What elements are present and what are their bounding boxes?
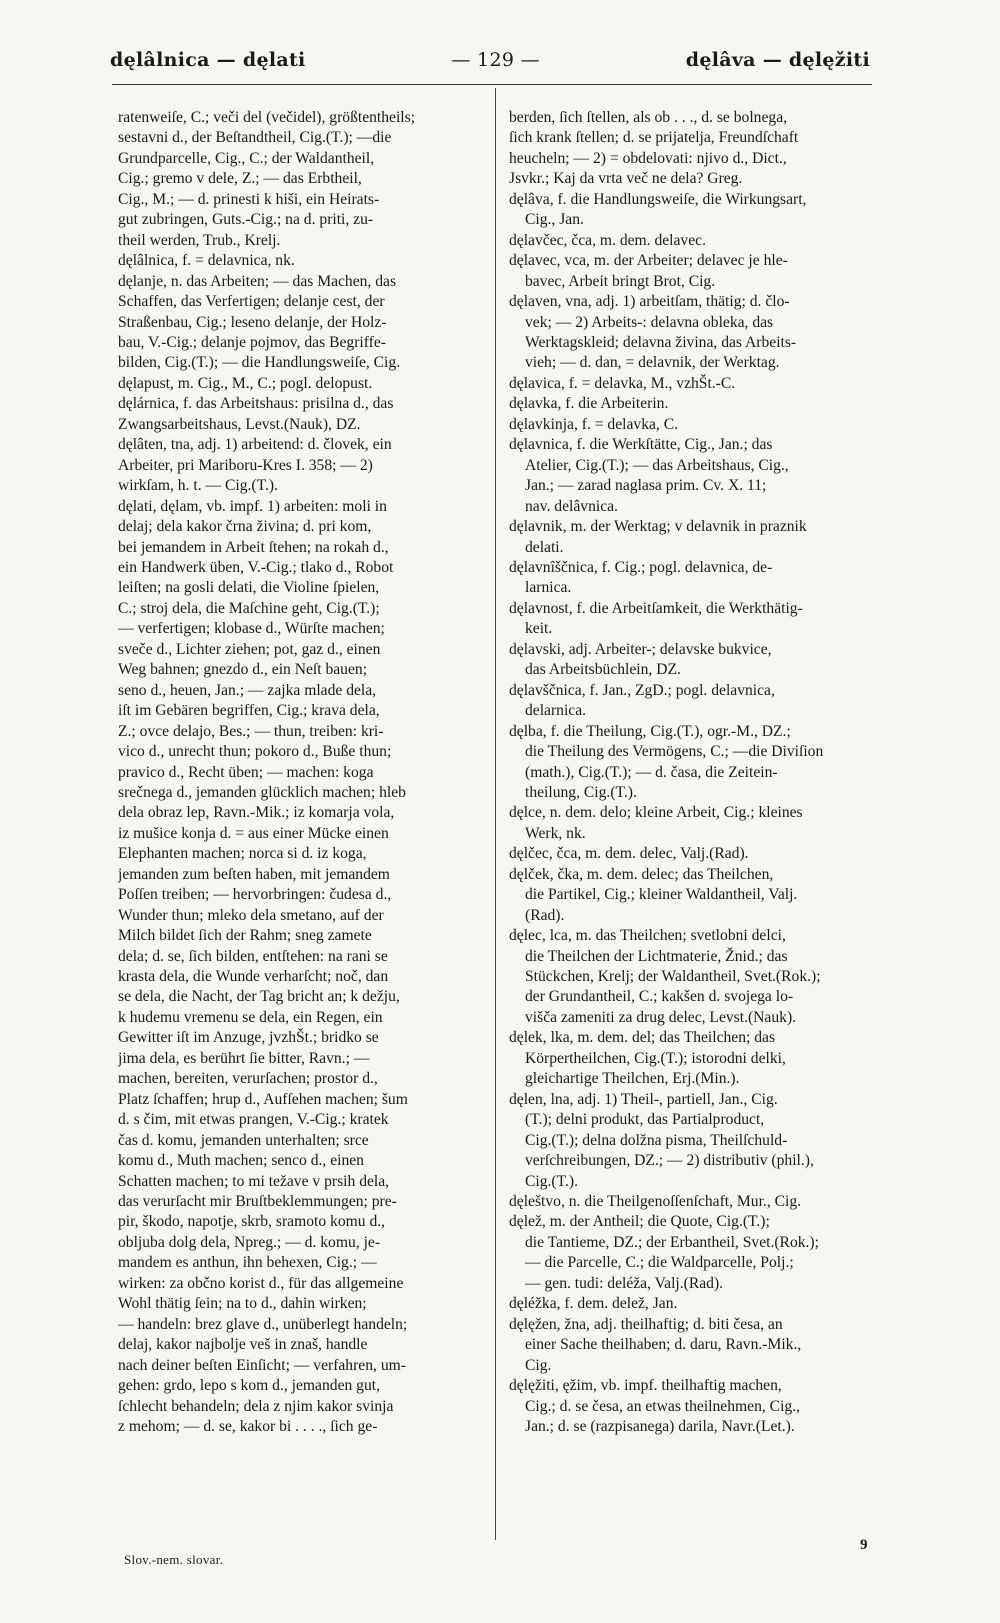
dictionary-line: Werk, nk. (525, 824, 586, 842)
dictionary-line: dęlen, lna, adj. 1) Theil-, partiell, Jan., Cig. (509, 1090, 778, 1108)
running-head-left: dęlâlnica — dęlati (110, 49, 306, 71)
dictionary-line: sestavni d., der Beſtandtheil, Cig.(T.); —die (118, 129, 392, 147)
dictionary-line: bei jemandem in Arbeit ſtehen; na rokah d., (118, 538, 389, 556)
dictionary-line: C.; stroj dela, die Maſchine geht, Cig.(T.); (118, 599, 380, 617)
dictionary-line: ein Handwerk üben, V.-Cig.; tlako d., Robot (118, 558, 394, 576)
left-column (118, 108, 480, 1437)
dictionary-line: Schatten machen; to mi težave v prsih dela, (118, 1172, 390, 1190)
dictionary-line: die Theilung des Vermögens, C.; —die Diviſion (525, 743, 824, 761)
dictionary-line: dęlęžiti, ęžim, vb. impf. theilhaftig machen, (509, 1377, 782, 1395)
dictionary-line: nach deiner beſten Einſicht; — verfahren, um- (118, 1356, 406, 1374)
dictionary-line: čas d. komu, jemanden unterhalten; srce (118, 1131, 369, 1149)
running-head-right: dęlâva — dęlęžiti (685, 49, 870, 71)
dictionary-line: delaj, kakor najbolje veš in znaš, handle (118, 1336, 368, 1354)
dictionary-line: dęlavčec, čca, m. dem. delavec. (509, 231, 706, 249)
dictionary-line: berden, ſich ſtellen, als ob . . ., d. se bolnega, (509, 109, 788, 126)
dictionary-line: delati. (525, 538, 564, 556)
dictionary-line: Cig., M.; — d. prinesti k hiši, ein Heirats- (118, 190, 380, 208)
dictionary-line: krasta dela, die Wunde verharſcht; noč, dan (118, 968, 389, 986)
dictionary-line: Körpertheilchen, Cig.(T.); istorodni delki, (525, 1049, 786, 1067)
dictionary-line: (T.); delni produkt, das Partialproduct, (525, 1111, 765, 1129)
dictionary-line: (math.), Cig.(T.); — d. časa, die Zeitein- (525, 763, 778, 781)
dictionary-line: dęlba, f. die Theilung, Cig.(T.), ogr.-M., DZ.; (509, 722, 791, 740)
dictionary-line: ratenweiſe, C.; veči del (večidel), größtentheils; (118, 109, 416, 126)
dictionary-line: dela; d. se, ſich bilden, entſtehen: na rani se (118, 947, 388, 965)
dictionary-line: dęlček, čka, m. dem. delec; das Theilchen, (509, 865, 774, 883)
dictionary-line: gehen: grdo, lepo s kom d., jemanden gut, (118, 1377, 381, 1395)
dictionary-line: dęlavka, f. die Arbeiterin. (509, 395, 669, 413)
dictionary-line: Schaffen, das Verfertigen; delanje cest, der (118, 293, 385, 311)
right-column (509, 108, 871, 1437)
dictionary-line: — verfertigen; klobase d., Würſte machen; (118, 620, 385, 638)
signature-mark: Slov.-nem. slovar. (124, 1552, 224, 1567)
dictionary-line: jemanden zum beſten haben, mit jemandem (118, 865, 390, 883)
dictionary-line: komu d., Muth machen; senco d., einen (118, 1152, 364, 1170)
dictionary-line: pir, škodo, napotje, skrb, sramoto komu d., (118, 1213, 386, 1231)
dictionary-line: dęlapust, m. Cig., M., C.; pogl. delopust. (118, 374, 373, 392)
dictionary-line: dęlati, dęlam, vb. impf. 1) arbeiten: moli in (118, 497, 387, 515)
dictionary-line: die Partikel, Cig.; kleiner Waldantheil, Valj. (525, 886, 798, 904)
dictionary-line: z mehom; — d. se, kakor bi . . . ., ſich ge- (118, 1418, 378, 1435)
dictionary-line: vieh; — d. dan, = delavnik, der Werktag. (525, 354, 780, 372)
dictionary-line: Platz ſchaffen; hrup d., Aufſehen machen; šum (118, 1090, 408, 1108)
dictionary-line: dęlęžen, žna, adj. theilhaftig; d. biti česa, an (509, 1315, 783, 1333)
dictionary-line: wirkſam, h. t. — Cig.(T.). (118, 477, 278, 495)
dictionary-line: dęlce, n. dem. delo; kleine Arbeit, Cig.; kleines (509, 804, 803, 822)
dictionary-line: der Grundantheil, C.; kakšen d. svojega lo- (525, 988, 794, 1006)
dictionary-line: dęlâten, tna, adj. 1) arbeitend: d. človek, ein (118, 436, 392, 454)
dictionary-line: višča zameniti za drug delec, Levst.(Nauk). (525, 1008, 797, 1026)
dictionary-line: die Theilchen der Lichtmaterie, Žnid.; das (525, 947, 788, 965)
dictionary-line: dęlaven, vna, adj. 1) arbeitſam, thätig; d. člo- (509, 293, 790, 311)
dictionary-line: iz mušice konja d. = aus einer Mücke einen (118, 824, 389, 842)
dictionary-line: dęléžka, f. dem. delež, Jan. (509, 1295, 678, 1313)
dictionary-line: iſt im Gebären begriffen, Cig.; krava dela, (118, 702, 380, 720)
dictionary-line: dela obraz lep, Ravn.-Mik.; iz komarja vola, (118, 804, 395, 822)
dictionary-line: Atelier, Cig.(T.); — das Arbeitshaus, Cig., (525, 456, 789, 474)
dictionary-line: theil werden, Trub., Krelj. (118, 231, 281, 249)
dictionary-line: dęlárnica, f. das Arbeitshaus: prisilna d., das (118, 395, 394, 413)
dictionary-line: dęlavkinja, f. = delavka, C. (509, 415, 679, 433)
dictionary-line: Cig.; d. se česa, an etwas theilnehmen, Cig., (525, 1397, 800, 1415)
dictionary-line: Wohl thätig ſein; na to d., dahin wirken; (118, 1295, 367, 1313)
dictionary-line: dęlavec, vca, m. der Arbeiter; delavec je hle- (509, 252, 788, 270)
dictionary-line: gleichartige Theilchen, Erj.(Min.). (525, 1070, 740, 1088)
dictionary-line: Jan.; — zarad naglasa prim. Cv. X. 11; (525, 477, 767, 495)
dictionary-line: — die Parcelle, C.; die Waldparcelle, Polj.; (525, 1254, 794, 1272)
dictionary-line: srečnega d., jemanden glücklich machen; hleb (118, 783, 406, 801)
dictionary-line: Cig., Jan. (525, 211, 584, 229)
dictionary-line: dęlavski, adj. Arbeiter-; delavske bukvice, (509, 640, 772, 658)
dictionary-line: Cig.; gremo v dele, Z.; — das Erbtheil, (118, 170, 362, 188)
dictionary-line: Z.; ovce delajo, Bes.; — thun, treiben: kri- (118, 722, 384, 740)
dictionary-line: dęlâva, f. die Handlungsweiſe, die Wirkungsart, (509, 190, 807, 208)
dictionary-line: dęlanje, n. das Arbeiten; — das Machen, das (118, 272, 397, 290)
dictionary-line: Poſſen treiben; — hervorbringen: čudesa d., (118, 886, 392, 904)
dictionary-line: keit. (525, 620, 553, 638)
page-header (110, 40, 870, 80)
dictionary-line: larnica. (525, 579, 572, 597)
dictionary-line: Jan.; d. se (razpisanega) darila, Navr.(Let.). (525, 1418, 795, 1435)
dictionary-line: Grundparcelle, Cig., C.; der Waldantheil, (118, 149, 375, 167)
dictionary-line: bavec, Arbeit bringt Brot, Cig. (525, 272, 716, 290)
dictionary-line: dęlavnica, f. die Werkſtätte, Cig., Jan.; das (509, 436, 773, 454)
dictionary-line: bilden, Cig.(T.); — die Handlungsweiſe, Cig. (118, 354, 401, 372)
dictionary-line: nav. delâvnica. (525, 497, 618, 515)
dictionary-line: Straßenbau, Cig.; leseno delanje, der Holz- (118, 313, 387, 331)
dictionary-line: Cig. (525, 1356, 552, 1374)
dictionary-line: dęlež, m. der Antheil; die Quote, Cig.(T.); (509, 1213, 770, 1231)
dictionary-line: Wunder thun; mleko dela smetano, auf der (118, 906, 384, 924)
dictionary-line: vek; — 2) Arbeits-: delavna obleka, das (525, 313, 774, 331)
dictionary-line: das Arbeitsbüchlein, DZ. (525, 661, 681, 679)
dictionary-line: dęlec, lca, m. das Theilchen; svetlobni delci, (509, 927, 786, 945)
dictionary-line: se dela, die Nacht, der Tag bricht an; k dežju, (118, 988, 400, 1006)
dictionary-line: dęlavnik, m. der Werktag; v delavnik in praznik (509, 518, 807, 536)
dictionary-line: wirken: za občno korist d., für das allgemeine (118, 1274, 404, 1292)
dictionary-line: d. s čim, mit etwas prangen, V.-Cig.; kratek (118, 1111, 389, 1129)
dictionary-line: vico d., unrecht thun; pokoro d., Buße thun; (118, 743, 392, 761)
dictionary-line: Werktagskleid; delavna živina, das Arbeits- (525, 333, 797, 351)
dictionary-line: die Tantieme, DZ.; der Erbantheil, Svet.(Rok.); (525, 1233, 819, 1251)
dictionary-line: sveče d., Lichter ziehen; pot, gaz d., einen (118, 640, 381, 658)
dictionary-line: — gen. tudi: deléža, Valj.(Rad). (525, 1274, 724, 1292)
dictionary-line: Cig.(T.); delna dolžna pisma, Theilſchuld- (525, 1131, 788, 1149)
dictionary-line: obljuba dolg dela, Npreg.; — d. komu, je- (118, 1233, 381, 1251)
dictionary-line: — handeln: brez glave d., unüberlegt handeln; (118, 1315, 408, 1333)
dictionary-line: mandem es anthun, ihn behexen, Cig.; — (118, 1254, 377, 1272)
dictionary-line: leiſten; na gosli delati, die Violine ſpielen, (118, 579, 380, 597)
dictionary-line: verſchreibungen, DZ.; — 2) distributiv (phil.), (525, 1152, 814, 1170)
dictionary-line: dęlavnîščnica, f. Cig.; pogl. delavnica, de- (509, 558, 773, 576)
dictionary-line: Gewitter iſt im Anzuge, jvzhŠt.; bridko se (118, 1029, 379, 1047)
dictionary-line: ſich krank ſtellen; d. se prijatelja, Freundſchaft (509, 129, 799, 147)
signature-number: 9 (860, 1537, 868, 1553)
dictionary-line: gut zubringen, Guts.-Cig.; na d. priti, zu- (118, 211, 374, 229)
dictionary-line: dęlek, lka, m. dem. del; das Theilchen; das (509, 1029, 776, 1047)
dictionary-line: dęleštvo, n. die Theilgenoſſenſchaft, Mur., Cig. (509, 1193, 802, 1211)
dictionary-line: jima dela, es berührt ſie bitter, Ravn.; — (118, 1049, 370, 1067)
dictionary-line: k hudemu vremenu se dela, ein Regen, ein (118, 1008, 383, 1026)
dictionary-line: (Rad). (525, 906, 565, 924)
dictionary-line: Cig.(T.). (525, 1172, 578, 1190)
dictionary-line: seno d., heuen, Jan.; — zajka mlade dela, (118, 681, 377, 699)
dictionary-line: Milch bildet ſich der Rahm; sneg zamete (118, 927, 372, 945)
dictionary-line: delaj; dela kakor črna živina; d. pri kom, (118, 518, 372, 536)
dictionary-line: heucheln; — 2) = obdelovati: njivo d., Dict., (509, 149, 787, 167)
dictionary-line: Weg bahnen; gnezdo d., ein Neſt bauen; (118, 661, 368, 679)
dictionary-line: das verurſacht mir Bruſtbeklemmungen; pre- (118, 1193, 397, 1211)
dictionary-line: pravico d., Recht üben; — machen: koga (118, 763, 374, 781)
dictionary-line: bau, V.-Cig.; delanje pojmov, das Begriffe- (118, 333, 386, 351)
dictionary-line: dęlavnost, f. die Arbeitſamkeit, die Werkthätig- (509, 599, 803, 617)
page-number: — 129 — (451, 49, 540, 71)
dictionary-line: Arbeiter, pri Mariboru-Kres I. 358; — 2) (118, 456, 373, 474)
column-divider (495, 88, 496, 1540)
dictionary-line: machen, bereiten, verurſachen; prostor d., (118, 1070, 378, 1088)
dictionary-line: Stückchen, Krelj; der Waldantheil, Svet.(Rok.); (525, 968, 821, 986)
dictionary-line: Zwangsarbeitshaus, Levst.(Nauk), DZ. (118, 415, 361, 433)
header-rule (112, 84, 872, 85)
dictionary-line: delarnica. (525, 702, 587, 720)
dictionary-line: ſchlecht behandeln; dela z njim kakor svinja (118, 1397, 394, 1415)
dictionary-line: theilung, Cig.(T.). (525, 783, 637, 801)
dictionary-line: dęlavica, f. = delavka, M., vzhŠt.-C. (509, 374, 736, 392)
dictionary-line: Elephanten machen; norca si d. iz koga, (118, 845, 367, 863)
dictionary-line: einer Sache theilhaben; d. daru, Ravn.-Mik., (525, 1336, 802, 1354)
dictionary-line: dęlâlnica, f. = delavnica, nk. (118, 252, 295, 270)
dictionary-line: dęlčec, čca, m. dem. delec, Valj.(Rad). (509, 845, 749, 863)
dictionary-line: dęlavščnica, f. Jan., ZgD.; pogl. delavnica, (509, 681, 775, 699)
dictionary-line: Jsvkr.; Kaj da vrta več ne dela? Greg. (509, 170, 743, 188)
